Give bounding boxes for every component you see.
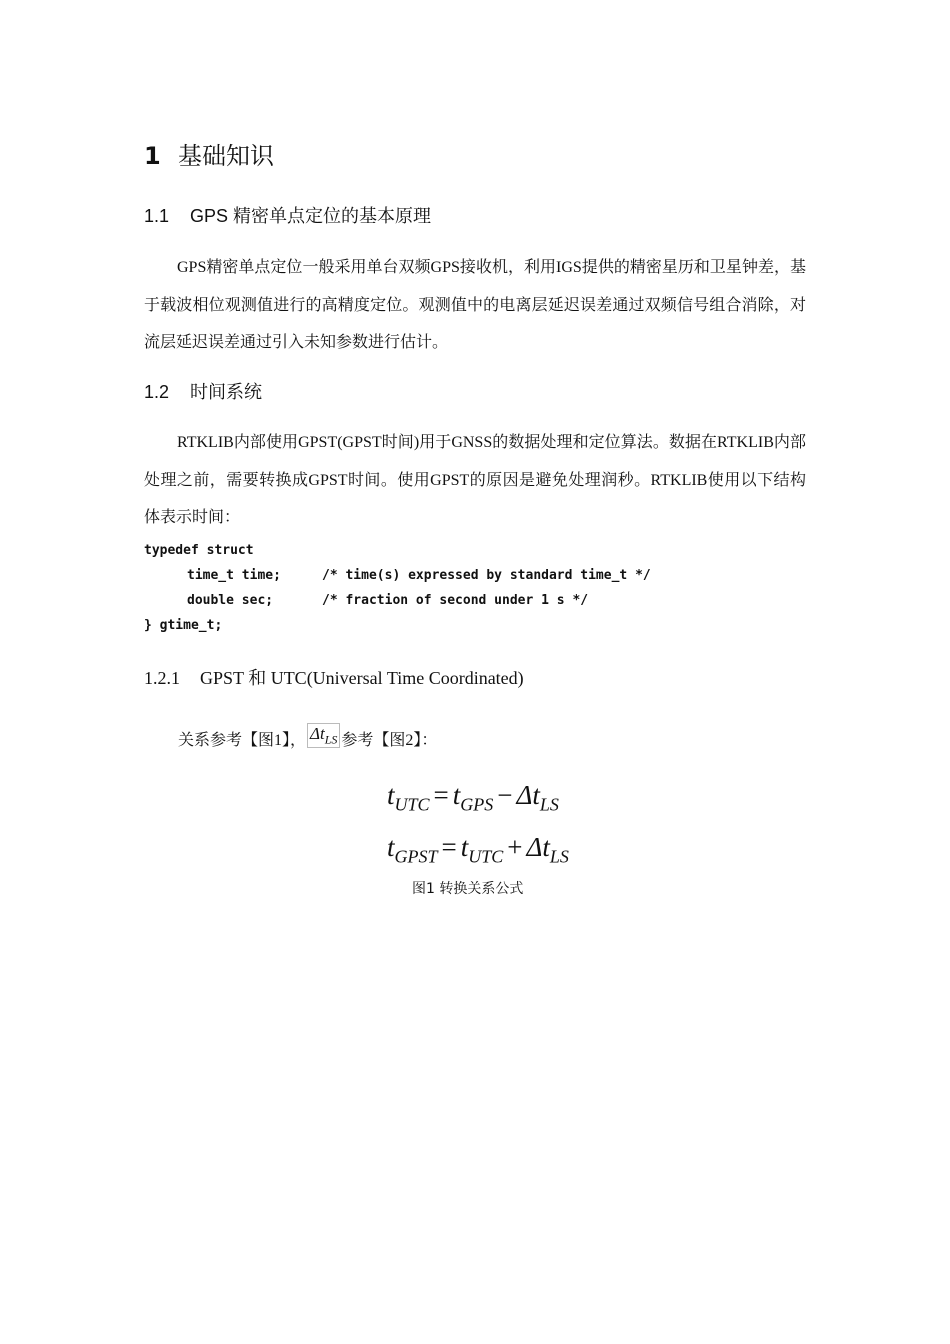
heading-1-number: 1 <box>144 142 161 170</box>
paragraph-time-system: RTKLIB内部使用GPST(GPST时间)用于GNSS的数据处理和定位算法。数据在RTKLIB内部处理之前，需要转换成GPST时间。使用GPST的原因是避免处理润秒。RTKLIB使用以下结构体表示时间： <box>144 434 806 526</box>
heading-1-2-number: 1.2 <box>144 382 170 402</box>
heading-1-2-1 <box>144 664 524 690</box>
code-field-time: time_t time; <box>187 568 281 583</box>
heading-1-2-title: 时间系统 <box>190 382 262 402</box>
heading-1-2 <box>144 378 262 404</box>
code-comment-sec: /* fraction of second under 1 s */ <box>322 593 589 608</box>
figure-caption: 图1 转换关系公式 <box>412 881 524 897</box>
code-line-time <box>144 563 651 588</box>
code-line-typedef: typedef struct <box>144 543 254 558</box>
code-comment-time: /* time(s) expressed by standard time_t */ <box>322 568 651 583</box>
heading-1-title: 基础知识 <box>178 142 274 170</box>
heading-1-2-1-title: GPST 和 UTC(Universal Time Coordinated) <box>200 668 524 688</box>
formula-gpst: $t_{GPST} = t_{UTC} + \Delta t_{LS}$ <box>387 832 569 867</box>
paragraph-ppp-principle: GPS精密单点定位一般采用单台双频GPS接收机，利用IGS提供的精密星历和卫星钟差，基于载波相位观测值进行的高精度定位。观测值中的电离层延迟误差通过双频信号组合消除，对流层延迟误差通过引入未知参数进行估计。 <box>144 259 806 351</box>
relation-suffix: 参考【图2】： <box>341 732 438 749</box>
formula-utc: $t_{UTC} = t_{GPS} - \Delta t_{LS}$ <box>387 780 559 815</box>
heading-1-2-1-number: 1.2.1 <box>144 668 180 688</box>
relation-reference-line <box>178 724 438 754</box>
heading-1-1-number: 1.1 <box>144 206 170 226</box>
heading-1-1-title: GPS 精密单点定位的基本原理 <box>190 206 432 226</box>
delta-t-ls-symbol: $\Delta t_{LS}$ <box>307 723 340 748</box>
code-field-sec: double sec; <box>187 593 274 608</box>
code-block <box>144 538 651 638</box>
relation-prefix: 关系参考【图1】， <box>178 732 307 749</box>
code-line-sec <box>144 588 651 613</box>
code-line-close: } gtime_t; <box>144 618 223 633</box>
heading-1 <box>144 136 274 171</box>
heading-1-1 <box>144 202 431 228</box>
